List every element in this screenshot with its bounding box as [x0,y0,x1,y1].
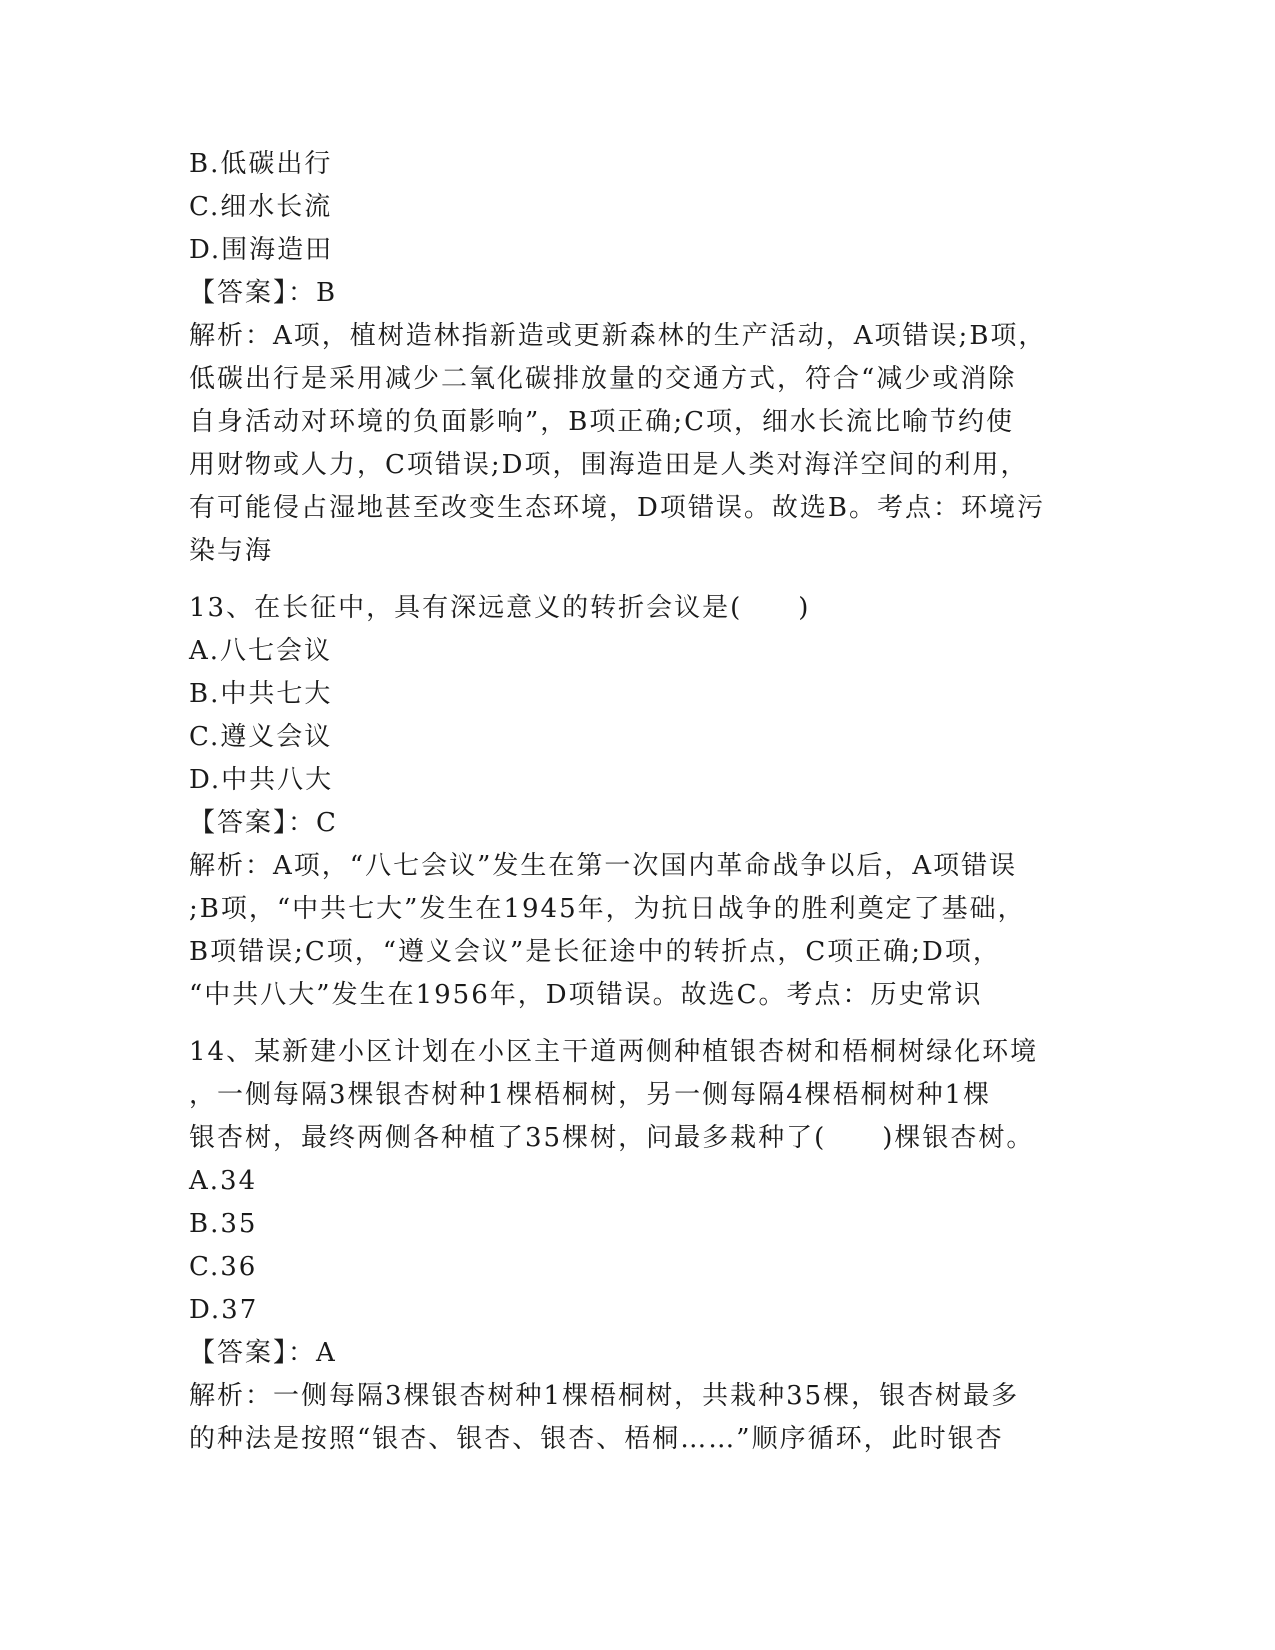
question-text: 银杏树，最终两侧各种植了35棵树，问最多栽种了( )棵银杏树。 [189,1123,1035,1153]
analysis-line: 有可能侵占湿地甚至改变生态环境，D项错误。故选B。考点：环境污 [189,493,1045,523]
option-b: B.中共七大 [189,679,333,709]
question-14-block [189,1031,1089,1461]
analysis-line: 解析：一侧每隔3棵银杏树种1棵梧桐树，共栽种35棵，银杏树最多 [189,1381,1020,1411]
analysis-line: 低碳出行是采用减少二氧化碳排放量的交通方式，符合“减少或消除 [189,364,1017,394]
option-d: D.37 [189,1295,259,1325]
option-c: C.遵义会议 [189,722,333,752]
spacer [189,573,1089,587]
analysis-line: 解析：A项，“八七会议”发生在第一次国内革命战争以后，A项错误 [189,851,1018,881]
option-d: D.中共八大 [189,765,334,795]
analysis-line: B项错误;C项，“遵义会议”是长征途中的转折点，C项正确;D项， [189,937,1001,967]
question-text: 14、某新建小区计划在小区主干道两侧种植银杏树和梧桐树绿化环境 [189,1037,1039,1067]
analysis-line: 的种法是按照“银杏、银杏、银杏、梧桐……”顺序循环，此时银杏 [189,1424,1004,1454]
analysis-line: 染与海 [189,536,274,566]
option-d: D.围海造田 [189,235,334,265]
option-b: B.35 [189,1209,258,1239]
option-c: C.细水长流 [189,192,333,222]
question-12-block [189,143,1089,573]
option-a: A.八七会议 [189,636,333,666]
analysis-line: 解析：A项，植树造林指新造或更新森林的生产活动，A项错误;B项， [189,321,1047,351]
analysis-line: ;B项，“中共七大”发生在1945年，为抗日战争的胜利奠定了基础， [189,894,1026,924]
analysis-line: 用财物或人力，C项错误;D项，围海造田是人类对海洋空间的利用， [189,450,1029,480]
option-a: A.34 [189,1166,258,1196]
question-text: 13、在长征中，具有深远意义的转折会议是( ) [189,593,811,623]
document-page [189,143,1089,1461]
option-c: C.36 [189,1252,258,1282]
analysis-line: 自身活动对环境的负面影响”，B项正确;C项，细水长流比喻节约使 [189,407,1015,437]
question-text: ，一侧每隔3棵银杏树种1棵梧桐树，另一侧每隔4棵梧桐树种1棵 [189,1080,992,1110]
question-13-block [189,587,1089,1017]
analysis-line: “中共八大”发生在1956年，D项错误。故选C。考点：历史常识 [189,980,983,1010]
option-b: B.低碳出行 [189,149,333,179]
answer: 【答案】：B [189,278,338,308]
answer: 【答案】：A [189,1338,337,1368]
spacer [189,1017,1089,1031]
answer: 【答案】：C [189,808,338,838]
